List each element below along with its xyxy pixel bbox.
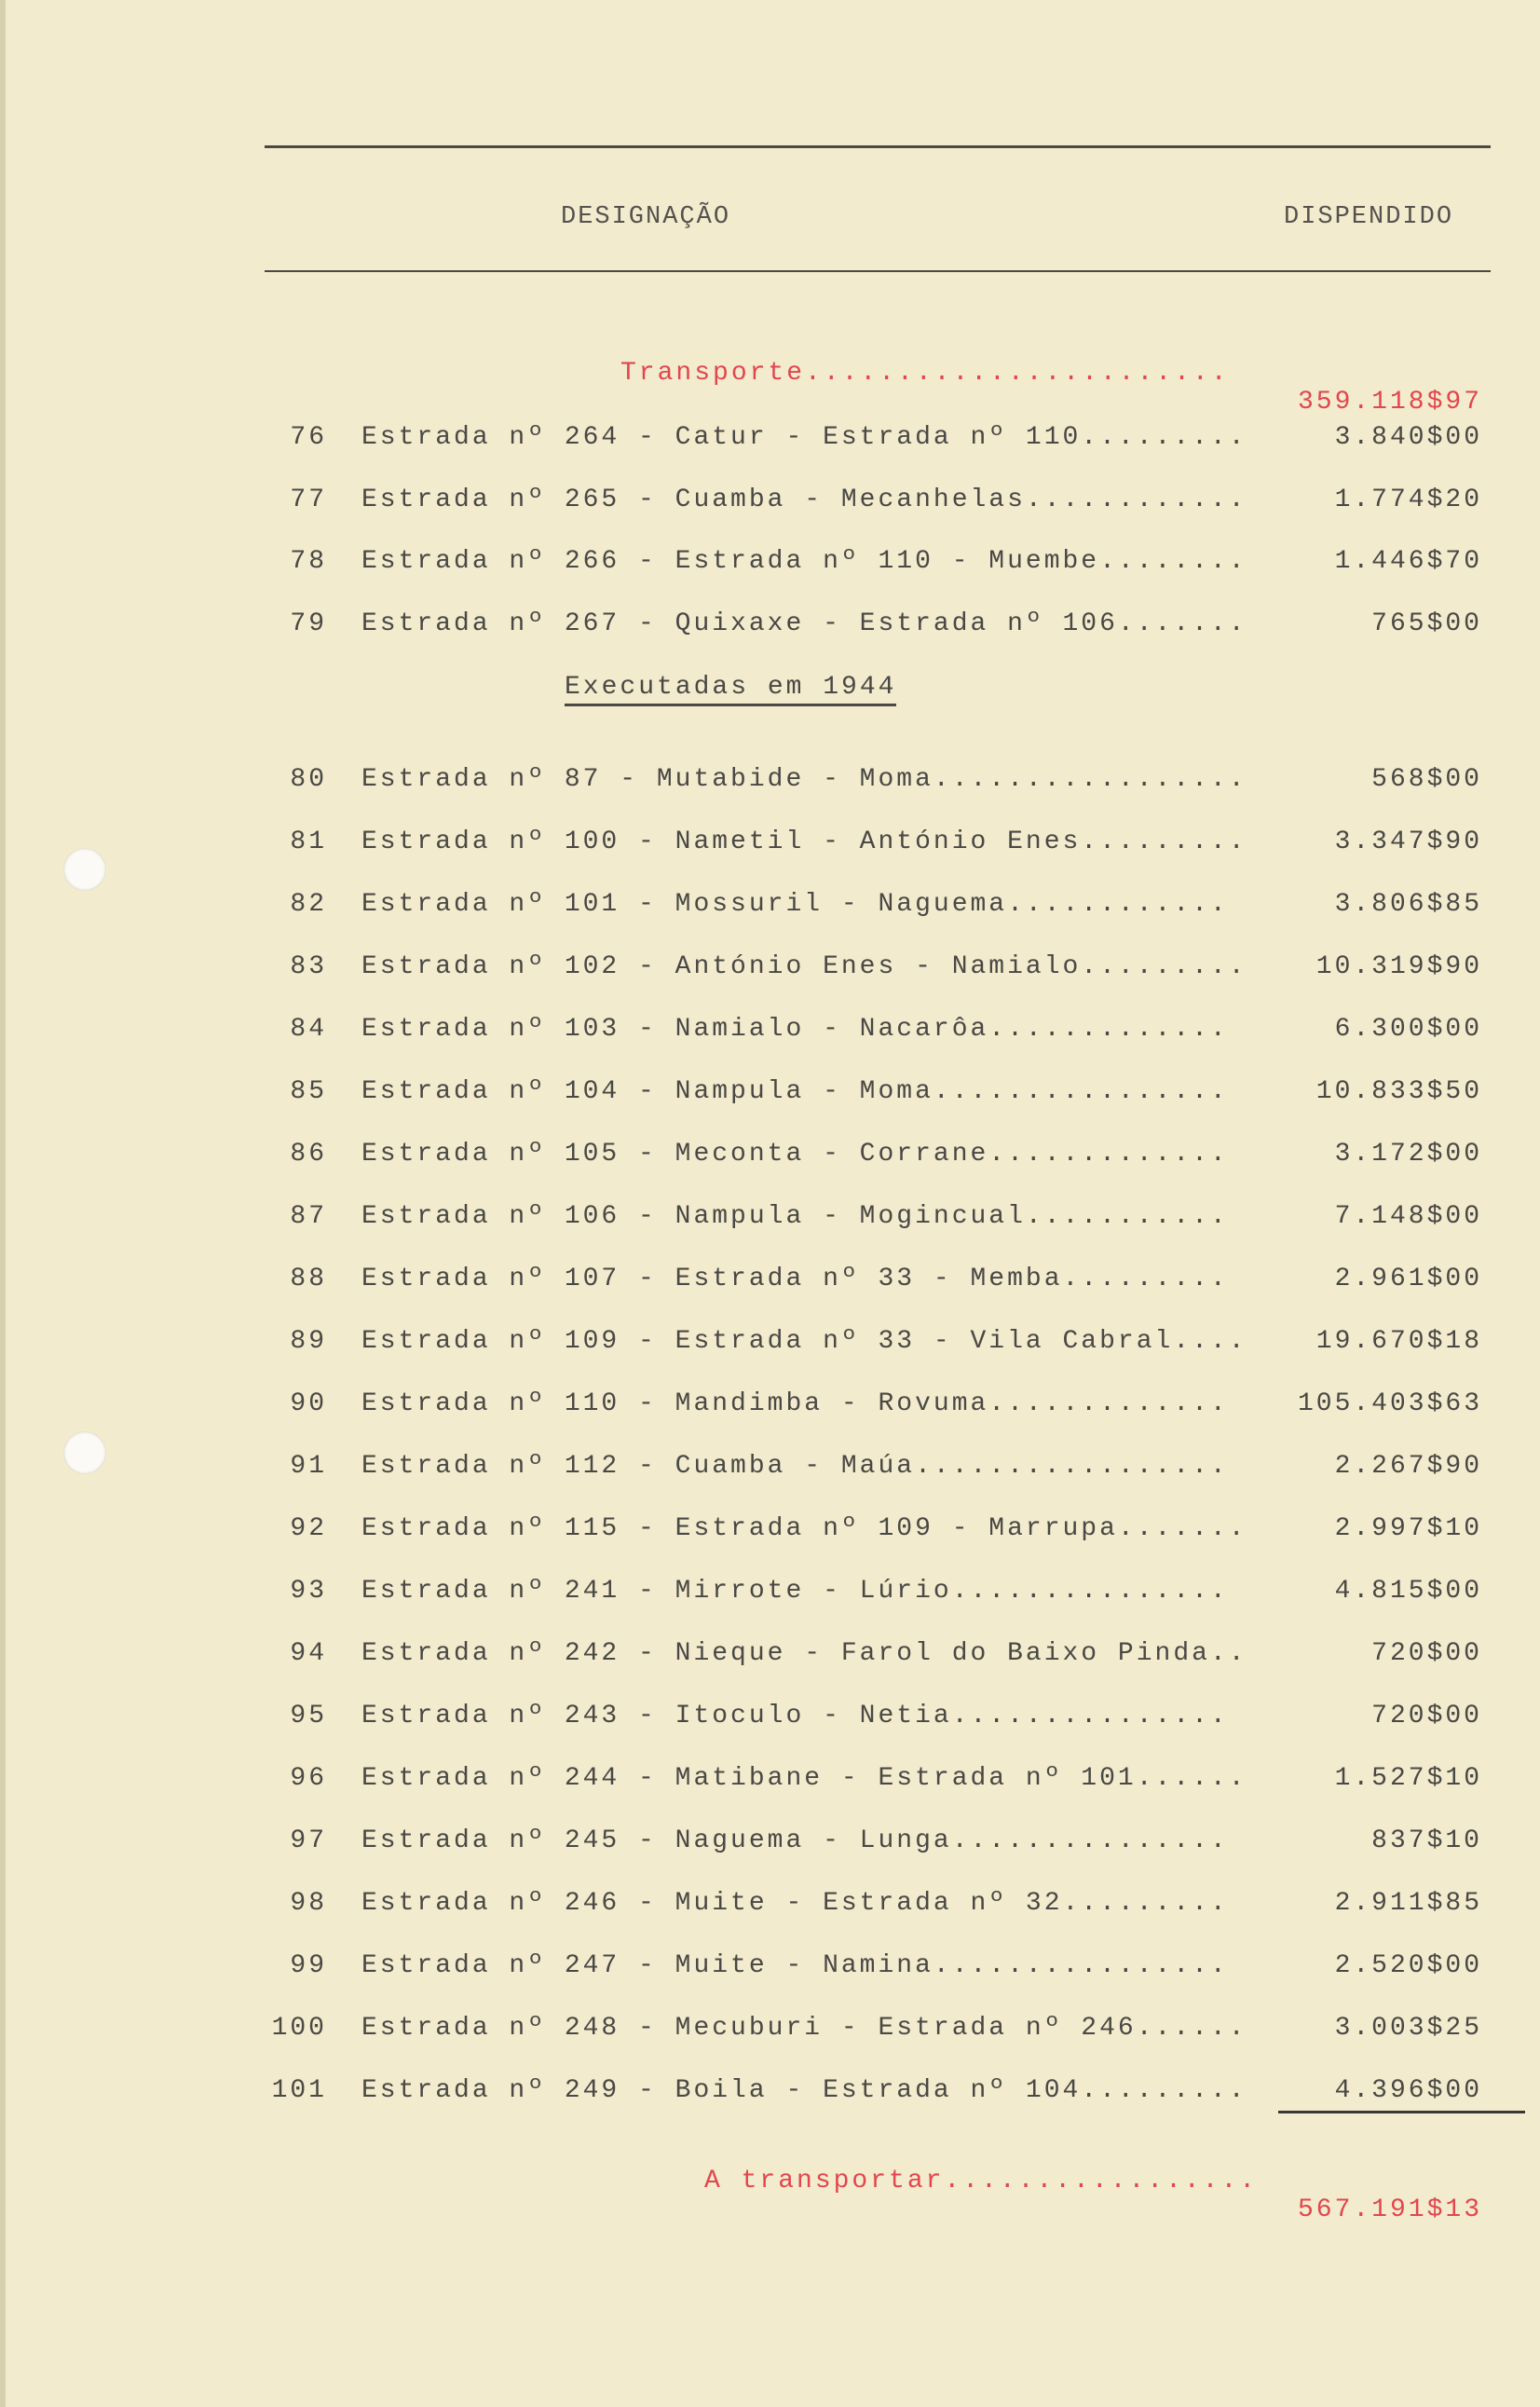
- row-amount: 3.172$00: [1334, 1140, 1482, 1169]
- table-row: [0, 1514, 1540, 1552]
- table-row: [0, 1265, 1540, 1302]
- table-row: [0, 1077, 1540, 1115]
- row-amount: 105.403$63: [1297, 1389, 1482, 1418]
- carry-over-row: [0, 2138, 1540, 2224]
- table-row: [0, 1015, 1540, 1052]
- row-amount: 4.815$00: [1334, 1577, 1482, 1606]
- carried-forward-label: Transporte.......................: [620, 359, 1230, 388]
- row-amount: 765$00: [1371, 609, 1482, 638]
- row-description: Estrada nº 104 - Nampula - Moma................: [361, 1077, 1229, 1106]
- row-description: Estrada nº 249 - Boila - Estrada nº 104.........: [361, 2076, 1247, 2105]
- table-row: [0, 1202, 1540, 1239]
- table-row: [0, 1389, 1540, 1427]
- table-row: [0, 1764, 1540, 1801]
- table-row: [0, 486, 1540, 523]
- table-row: [0, 765, 1540, 802]
- row-amount: 4.396$00: [1334, 2076, 1482, 2105]
- row-description: Estrada nº 267 - Quixaxe - Estrada nº 106.......: [361, 609, 1247, 638]
- table-row: [0, 2014, 1540, 2051]
- row-number: 87: [290, 1202, 327, 1231]
- row-number: 83: [290, 952, 327, 981]
- row-number: 97: [290, 1826, 327, 1855]
- row-number: 93: [290, 1577, 327, 1606]
- row-amount: 7.148$00: [1334, 1202, 1482, 1231]
- row-number: 86: [290, 1140, 327, 1169]
- header-top-rule: [265, 145, 1491, 148]
- row-number: 80: [290, 765, 327, 794]
- row-description: Estrada nº 107 - Estrada nº 33 - Memba.........: [361, 1265, 1229, 1293]
- row-amount: 568$00: [1371, 765, 1482, 794]
- row-description: Estrada nº 103 - Namialo - Nacarôa.............: [361, 1015, 1229, 1044]
- row-amount: 1.774$20: [1334, 485, 1482, 514]
- spent-header: DISPENDIDO: [1284, 203, 1454, 231]
- table-row: [0, 952, 1540, 990]
- table-row: [0, 1639, 1540, 1676]
- row-description: Estrada nº 109 - Estrada nº 33 - Vila Cabral....: [361, 1327, 1247, 1356]
- row-description: Estrada nº 246 - Muite - Estrada nº 32.........: [361, 1889, 1229, 1918]
- row-description: Estrada nº 87 - Mutabide - Moma.................: [361, 765, 1247, 794]
- row-number: 85: [290, 1077, 327, 1106]
- row-amount: 6.300$00: [1334, 1015, 1482, 1044]
- row-amount: 19.670$18: [1315, 1327, 1482, 1356]
- carried-forward-amount: 359.118$97: [1297, 388, 1482, 417]
- row-number: 101: [271, 2076, 327, 2105]
- row-number: 95: [290, 1702, 327, 1730]
- row-number: 100: [271, 2014, 327, 2043]
- row-amount: 10.319$90: [1315, 952, 1482, 981]
- row-description: Estrada nº 264 - Catur - Estrada nº 110.........: [361, 423, 1247, 452]
- row-description: Estrada nº 248 - Mecuburi - Estrada nº 246......: [361, 2014, 1247, 2043]
- row-description: Estrada nº 115 - Estrada nº 109 - Marrupa.......: [361, 1514, 1247, 1543]
- row-description: Estrada nº 102 - António Enes - Namialo.........: [361, 952, 1247, 981]
- row-amount: 1.527$10: [1334, 1764, 1482, 1793]
- row-description: Estrada nº 241 - Mirrote - Lúrio...............: [361, 1577, 1229, 1606]
- row-description: Estrada nº 110 - Mandimba - Rovuma.............: [361, 1389, 1229, 1418]
- row-number: 98: [290, 1889, 327, 1918]
- table-row: [0, 1702, 1540, 1739]
- row-amount: 3.840$00: [1334, 423, 1482, 452]
- table-row: [0, 1327, 1540, 1364]
- row-amount: 3.806$85: [1334, 890, 1482, 919]
- row-number: 88: [290, 1265, 327, 1293]
- table-row: [0, 1140, 1540, 1177]
- sum-rule: [1278, 2111, 1525, 2113]
- row-number: 91: [290, 1452, 327, 1481]
- designation-header: DESIGNAÇÃO: [561, 203, 731, 231]
- row-amount: 3.003$25: [1334, 2014, 1482, 2043]
- row-amount: 720$00: [1371, 1639, 1482, 1668]
- row-description: Estrada nº 266 - Estrada nº 110 - Muembe........: [361, 547, 1247, 576]
- table-row: [0, 1889, 1540, 1926]
- row-number: 89: [290, 1327, 327, 1356]
- row-number: 81: [290, 827, 327, 856]
- carry-over-amount: 567.191$13: [1297, 2195, 1482, 2224]
- row-description: Estrada nº 100 - Nametil - António Enes.........: [361, 827, 1247, 856]
- table-row: [0, 827, 1540, 865]
- section-title: Executadas em 1944: [565, 673, 896, 706]
- table-row: [0, 1452, 1540, 1489]
- row-description: Estrada nº 242 - Nieque - Farol do Baixo Pinda..: [361, 1639, 1247, 1668]
- table-row: [0, 547, 1540, 584]
- carry-over-label: A transportar.................: [704, 2167, 1259, 2195]
- row-amount: 10.833$50: [1315, 1077, 1482, 1106]
- row-number: 92: [290, 1514, 327, 1543]
- table-row: [0, 609, 1540, 647]
- row-description: Estrada nº 106 - Nampula - Mogincual...........: [361, 1202, 1229, 1231]
- row-description: Estrada nº 247 - Muite - Namina................: [361, 1951, 1229, 1980]
- row-amount: 1.446$70: [1334, 547, 1482, 576]
- row-number: 76: [290, 423, 327, 452]
- header-bottom-rule: [265, 270, 1491, 272]
- row-amount: 3.347$90: [1334, 827, 1482, 856]
- row-description: Estrada nº 245 - Naguema - Lunga...............: [361, 1826, 1229, 1855]
- row-amount: 2.997$10: [1334, 1514, 1482, 1543]
- row-number: 79: [290, 609, 327, 638]
- row-number: 77: [290, 485, 327, 514]
- carried-forward-row: [0, 330, 1540, 417]
- row-number: 82: [290, 890, 327, 919]
- row-amount: 2.267$90: [1334, 1452, 1482, 1481]
- row-amount: 2.911$85: [1334, 1889, 1482, 1918]
- row-description: Estrada nº 265 - Cuamba - Mecanhelas............: [361, 485, 1247, 514]
- row-description: Estrada nº 244 - Matibane - Estrada nº 101......: [361, 1764, 1247, 1793]
- row-amount: 2.961$00: [1334, 1265, 1482, 1293]
- table-row: [0, 1951, 1540, 1989]
- row-number: 99: [290, 1951, 327, 1980]
- row-description: Estrada nº 105 - Meconta - Corrane.............: [361, 1140, 1229, 1169]
- row-description: Estrada nº 112 - Cuamba - Maúa.................: [361, 1452, 1229, 1481]
- row-description: Estrada nº 243 - Itoculo - Netia...............: [361, 1702, 1229, 1730]
- row-amount: 2.520$00: [1334, 1951, 1482, 1980]
- row-number: 90: [290, 1389, 327, 1418]
- row-number: 94: [290, 1639, 327, 1668]
- row-number: 96: [290, 1764, 327, 1793]
- row-number: 78: [290, 547, 327, 576]
- row-amount: 837$10: [1371, 1826, 1482, 1855]
- table-row: [0, 423, 1540, 460]
- row-number: 84: [290, 1015, 327, 1044]
- row-amount: 720$00: [1371, 1702, 1482, 1730]
- table-row: [0, 890, 1540, 927]
- table-row: [0, 1577, 1540, 1614]
- row-description: Estrada nº 101 - Mossuril - Naguema............: [361, 890, 1229, 919]
- table-row: [0, 2076, 1540, 2113]
- table-row: [0, 1826, 1540, 1864]
